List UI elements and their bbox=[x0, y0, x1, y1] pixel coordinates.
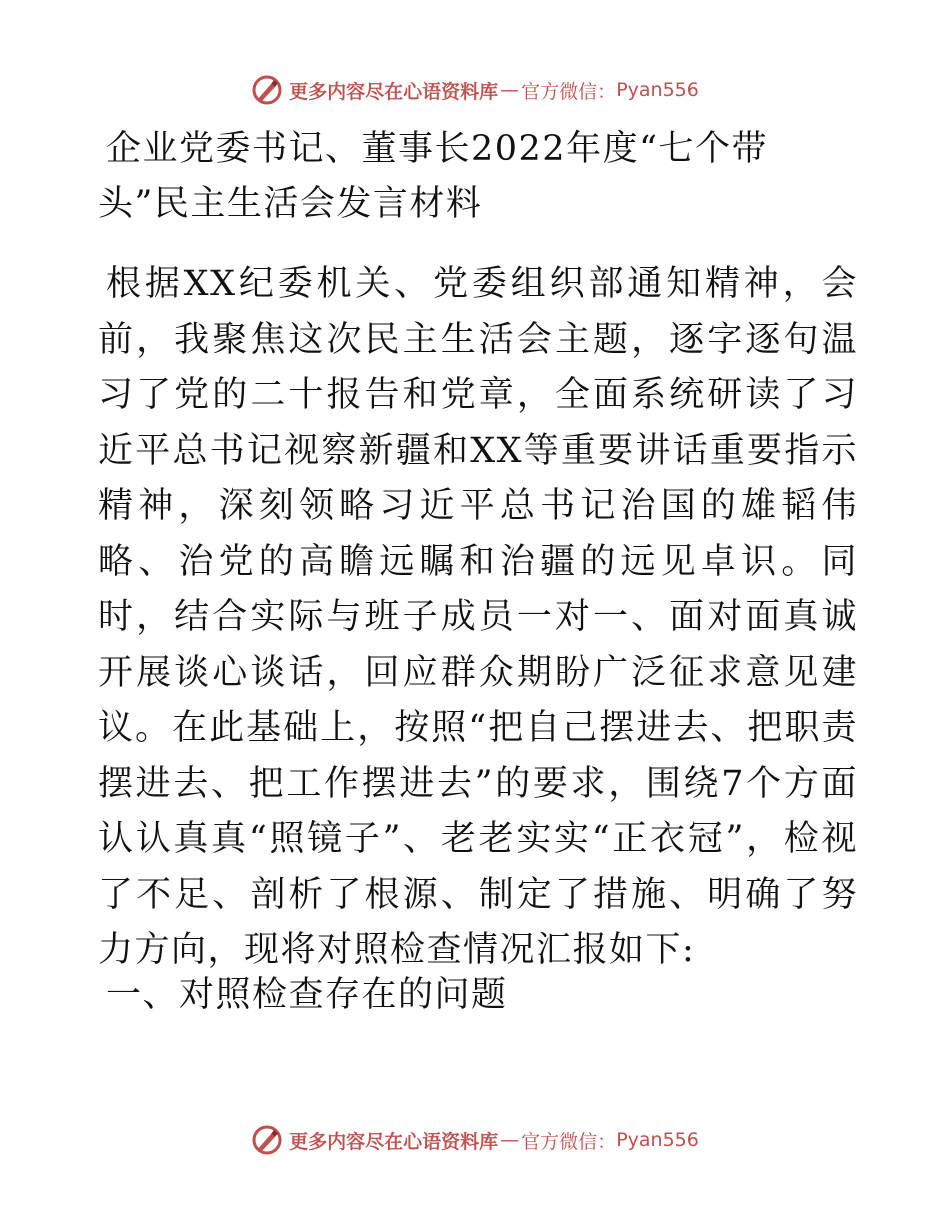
document-body-paragraph: 根据XX纪委机关、党委组织部通知精神，会前，我聚焦这次民主生活会主题，逐字逐句温习了党的二十报告和党章，全面系统研读了习近平总书记视察新疆和XX等重要讲话重要指示精神，深刻领略习近平总书记治国的雄韬伟略、治党的高瞻远瞩和治疆的远见卓识。同时，结合实际与班子成员一对一、面对面真诚开展谈心谈话，回应群众期盼广泛征求意见建议。在此基础上，按照“把自己摆进去、把职责摆进去、把工作摆进去”的要求，围绕7个方面认认真真“照镜子”、老老实实“正衣冠”，检视了不足、剖析了根源、制定了措施、明确了努力方向，现将对照检查情况汇报如下: bbox=[98, 264, 858, 970]
footer-watermark bbox=[0, 1120, 950, 1160]
watermark-dash: — bbox=[500, 1129, 520, 1151]
pen-logo-icon bbox=[251, 1124, 283, 1156]
watermark-label: 官方微信： bbox=[521, 1130, 617, 1153]
watermark-label: 官方微信： bbox=[521, 80, 617, 103]
pen-logo-icon bbox=[251, 74, 283, 106]
header-watermark bbox=[0, 70, 950, 110]
watermark-main-text: 更多内容尽在心语资料库 bbox=[289, 1130, 499, 1153]
watermark-wechat-id: Pyan556 bbox=[616, 1129, 699, 1151]
watermark-main-text: 更多内容尽在心语资料库 bbox=[289, 80, 499, 103]
watermark-wechat-id: Pyan556 bbox=[616, 79, 699, 101]
section-heading: 一、对照检查存在的问题 bbox=[106, 975, 508, 1015]
document-title: 企业党委书记、董事长2022年度“七个带头”民主生活会发言材料 bbox=[98, 129, 768, 224]
watermark-dash: — bbox=[500, 79, 520, 101]
